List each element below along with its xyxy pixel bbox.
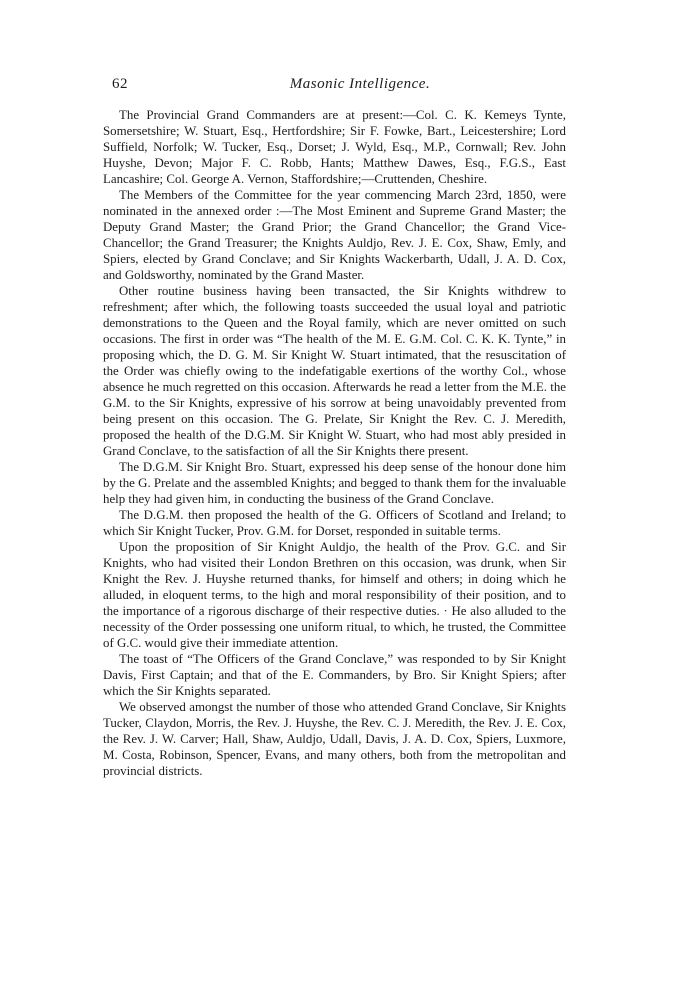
paragraph-committee-members: The Members of the Committee for the year commencing March 23rd, 1850, were nominated in the annexed order :—The Most Eminent and Supreme Grand Master; the Deputy Grand Master; the Grand Prior; the Grand Chancellor; the Grand Vice-Chancellor; the Grand Treasurer; the Knights Auldjo, Rev. J. E. Cox, Shaw, Emly, and Spiers, elected by Grand Conclave; and Sir Knights Wackerbarth, Udall, J. A. D. Cox, and Goldsworthy, nominated by the Grand Master. [103,188,566,282]
running-title: Masonic Intelligence. [289,76,431,92]
paragraph-dgm-reply: The D.G.M. Sir Knight Bro. Stuart, expressed his deep sense of the honour done him by the G. Prelate and the assembled Knights; and begged to thank them for the invaluable help they had given him, in conducting the business of the Grand Conclave. [103,460,566,506]
paragraph-scotland-ireland: The D.G.M. then proposed the health of the G. Officers of Scotland and Ireland; to which Sir Knight Tucker, Prov. G.M. for Dorset, responded in suitable terms. [103,508,566,538]
paragraph-attendees: We observed amongst the number of those who attended Grand Conclave, Sir Knights Tucker, Claydon, Morris, the Rev. J. Huyshe, the Rev. C. J. Meredith, the Rev. J. E. Cox, the Rev. J. W. Carver; Hall, Shaw, Auldjo, Udall, Davis, J. A. D. Cox, Spiers, Luxmore, M. Costa, Robinson, Spencer, Evans, and many others, both from the metropolitan and provincial districts. [103,700,566,778]
page-header [0,76,673,96]
article-body [103,107,566,779]
paragraph-auldjo-proposition: Upon the proposition of Sir Knight Auldjo, the health of the Prov. G.C. and Sir Knights, who had visited their London Brethren on this occasion, was drunk, when Sir Knight the Rev. J. Huyshe returned thanks, for himself and others; in doing which he alluded, in eloquent terms, to the high and moral responsibility of their position, and to the importance of a rigorous discharge of their respective duties. · He also alluded to the necessity of the Order possessing one uniform ritual, to which, he trusted, the Committee of G.C. would give their immediate attention. [103,540,566,650]
paragraph-refreshment-toasts: Other routine business having been transacted, the Sir Knights withdrew to refreshment; after which, the following toasts succeeded the usual loyal and patriotic demonstrations to the Queen and the Royal family, which are never omitted on such occasions. The first in order was “The health of the M. E. G.M. Col. C. K. K. Tynte,” in proposing which, the D. G. M. Sir Knight W. Stuart intimated, that the resuscitation of the Order was chiefly owing to the indefatigable exertions of the worthy Col., whose absence he much regretted on this occasion. Afterwards he read a letter from the M.E. the G.M. to the Sir Knights, expressive of his sorrow at being unavoidably prevented from being present on this occasion. The G. Prelate, Sir Knight the Rev. C. J. Meredith, proposed the health of the D.G.M. Sir Knight W. Stuart, who had most ably presided in Grand Conclave, to the satisfaction of all the Sir Knights there present. [103,284,566,458]
paragraph-officers-toast: The toast of “The Officers of the Grand Conclave,” was responded to by Sir Knight Davis, First Captain; and that of the E. Commanders, by Bro. Sir Knight Spiers; after which the Sir Knights separated. [103,652,566,698]
page-number: 62 [112,76,128,92]
paragraph-provincial-commanders: The Provincial Grand Commanders are at present:—Col. C. K. Kemeys Tynte, Somersetshire; W. Stuart, Esq., Hertfordshire; Sir F. Fowke, Bart., Leicestershire; Lord Suffield, Norfolk; W. Tucker, Esq., Dorset; J. Wyld, Esq., M.P., Cornwall; Rev. John Huyshe, Devon; Major F. C. Robb, Hants; Matthew Dawes, Esq., F.G.S., East Lancashire; Col. George A. Vernon, Staffordshire;—Cruttenden, Cheshire. [103,108,566,186]
